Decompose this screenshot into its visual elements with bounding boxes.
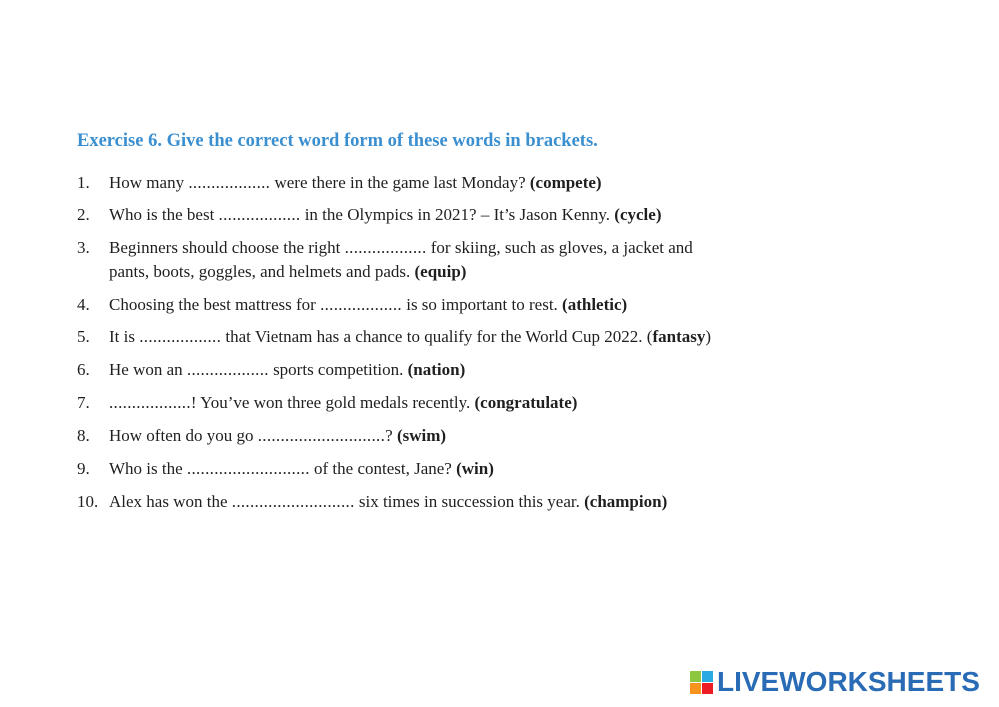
answer-blank[interactable]: ............................ (257, 426, 386, 445)
question-text: Who is the ........................... of the contest, Jane? (win) (109, 459, 494, 478)
question-number: 7. (77, 393, 90, 412)
question-text: ..................! You’ve won three gold medals recently. (congratulate) (109, 393, 578, 412)
question-number: 2. (77, 205, 90, 224)
question-number: 6. (77, 360, 90, 379)
logo-mark-cell (690, 671, 701, 682)
logo-mark-icon (690, 671, 713, 694)
answer-blank[interactable]: .................. (320, 295, 402, 314)
answer-blank[interactable]: .................. (344, 238, 427, 257)
question-text: Beginners should choose the right .................. for skiing, such as gloves, a jacket and (109, 238, 693, 257)
base-word: (compete) (529, 173, 602, 192)
question-number: 10. (77, 492, 99, 511)
logo-mark-cell (702, 683, 713, 694)
base-word: fantasy (652, 327, 706, 346)
base-word: (cycle) (614, 205, 662, 224)
base-word: (win) (456, 459, 494, 478)
question-number: 3. (77, 238, 90, 257)
base-word: (swim) (396, 426, 447, 445)
base-word: (congratulate) (474, 393, 578, 412)
answer-blank[interactable]: .................. (188, 173, 271, 192)
logo-mark-cell (702, 671, 713, 682)
answer-blank[interactable]: .................. (109, 393, 191, 412)
question-text-line2: pants, boots, goggles, and helmets and pads. (equip) (109, 262, 467, 281)
answer-blank[interactable]: ........................... (186, 459, 310, 478)
logo-mark-cell (690, 683, 701, 694)
base-word: (equip) (414, 262, 467, 281)
answer-blank[interactable]: .................. (186, 360, 269, 379)
base-word: (champion) (584, 492, 668, 511)
answer-blank[interactable]: .................. (218, 205, 301, 224)
logo-text: LIVEWORKSHEETS (717, 666, 980, 697)
question-number: 8. (77, 426, 90, 445)
question-text: Choosing the best mattress for .................. is so important to rest. (athletic) (109, 295, 628, 314)
answer-blank[interactable]: ........................... (231, 492, 355, 511)
question-number: 1. (77, 173, 90, 192)
question-text: How many .................. were there in the game last Monday? (compete) (109, 173, 602, 192)
question-text: How often do you go ............................? (swim) (109, 426, 447, 445)
answer-blank[interactable]: .................. (139, 327, 222, 346)
base-word: (athletic) (562, 295, 628, 314)
exercise-title: Exercise 6. Give the correct word form of these words in brackets. (77, 131, 598, 151)
liveworksheets-logo (690, 667, 980, 697)
question-text: Who is the best .................. in the Olympics in 2021? – It’s Jason Kenny. (cycle) (109, 205, 662, 224)
base-word: (nation) (407, 360, 466, 379)
question-number: 5. (77, 327, 90, 346)
question-text: Alex has won the ........................... six times in succession this year. (champion) (109, 492, 668, 511)
question-text: It is .................. that Vietnam has a chance to qualify for the World Cup 2022. (fantasy) (109, 327, 712, 346)
question-text: He won an .................. sports competition. (nation) (109, 360, 466, 379)
question-number: 4. (77, 295, 90, 314)
question-number: 9. (77, 459, 90, 478)
